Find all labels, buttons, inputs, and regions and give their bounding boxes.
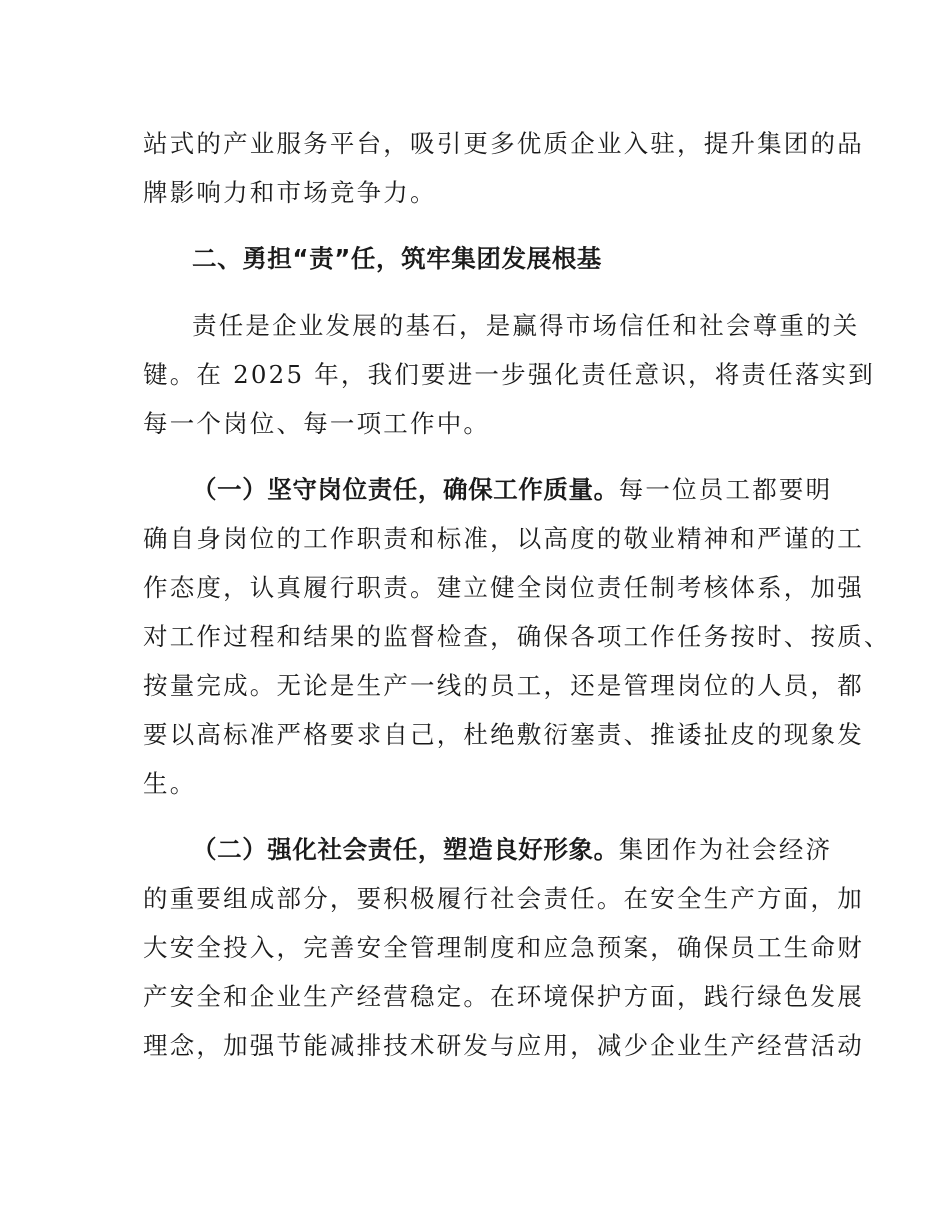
para3-line2: 确自身岗位的工作职责和标准，以高度的敬业精神和严谨的工	[143, 524, 864, 553]
section-heading-2: 二、勇担“责”任，筑牢集团发展根基	[192, 244, 602, 273]
para3-line1	[192, 474, 832, 506]
para4-line5: 理念，加强节能减排技术研发与应用，减少企业生产经营活动	[143, 1031, 864, 1060]
para3-lead: （一）坚守岗位责任，确保工作质量。	[192, 475, 619, 504]
para4-line1-rest: 集团作为社会经济	[618, 835, 833, 864]
para4-line4: 产安全和企业生产经营稳定。在环境保护方面，践行绿色发展	[143, 982, 864, 1011]
para2-line3: 每一个岗位、每一项工作中。	[143, 409, 491, 438]
para1-line1: 站式的产业服务平台，吸引更多优质企业入驻，提升集团的品	[143, 129, 864, 158]
para4-lead: （二）强化社会责任，塑造良好形象。	[192, 835, 619, 864]
para3-line1-rest: 每一位员工都要明	[618, 475, 833, 504]
para2-line1: 责任是企业发展的基石，是赢得市场信任和社会尊重的关	[192, 311, 860, 340]
para3-line4: 对工作过程和结果的监督检查，确保各项工作任务按时、按质、	[143, 622, 891, 651]
para4-line3: 大安全投入，完善安全管理制度和应急预案，确保员工生命财	[143, 933, 864, 962]
para4-line1	[192, 834, 832, 866]
para1-line2: 牌影响力和市场竞争力。	[143, 178, 437, 207]
para4-line2: 的重要组成部分，要积极履行社会责任。在安全生产方面，加	[143, 884, 864, 913]
para3-line7: 生。	[143, 769, 197, 798]
para3-line5: 按量完成。无论是生产一线的员工，还是管理岗位的人员，都	[143, 671, 864, 700]
para3-line6: 要以高标准严格要求自己，杜绝敷衍塞责、推诿扯皮的现象发	[143, 720, 864, 749]
para3-line3: 作态度，认真履行职责。建立健全岗位责任制考核体系，加强	[143, 573, 864, 602]
para2-line2: 键。在 2025 年，我们要进一步强化责任意识，将责任落实到	[143, 360, 875, 389]
